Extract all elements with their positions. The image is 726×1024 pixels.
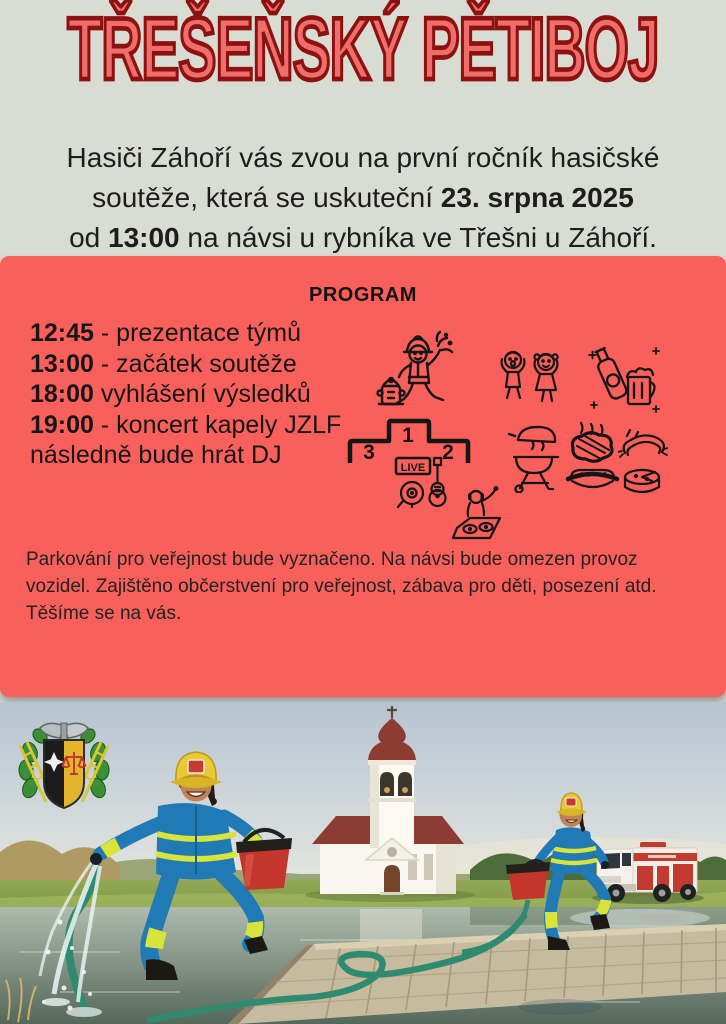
note-line-3: Těšíme se na vás. [26, 603, 182, 624]
schedule-item: následně bude hrát DJ [30, 441, 282, 469]
program-schedule [30, 318, 341, 471]
live-music-icon [394, 456, 452, 508]
podium-first-label: 1 [402, 424, 414, 447]
podium-third-label: 3 [363, 441, 375, 464]
note-line-1: Parkování pro veřejnost bude vyznačeno. Na návsi bude omezen provoz [26, 549, 638, 570]
schedule-item: 18:00 vyhlášení výsledků [30, 380, 311, 408]
church-door [384, 865, 400, 894]
photo-scene [0, 702, 726, 1024]
steak-hotdog-icon [565, 421, 620, 499]
intro-line-2: soutěže, která se uskuteční 23. srpna 2025 [92, 182, 634, 213]
dj-icon [449, 486, 503, 540]
schedule-item: 13:00 - začátek soutěže [30, 349, 297, 378]
note-line-2: vozidel. Zajištěno občerstvení pro veřejnost, zábava pro děti, posezení atd. [26, 576, 657, 597]
intro-line-1: Hasiči Záhoří vás zvou na první ročník hasičské [66, 142, 660, 173]
program-heading: PROGRAM [309, 284, 417, 306]
poster-title: TŘEŠEŇSKÝ PĚTIBOJ [67, 0, 659, 100]
live-label: LIVE [400, 462, 426, 474]
program-panel [0, 256, 726, 697]
intro-text [0, 138, 726, 258]
event-time: 13:00 [108, 222, 180, 253]
event-photo [0, 702, 726, 1024]
beer-icon [583, 343, 661, 417]
schedule-item: 19:00 - koncert kapely JZLF [30, 410, 342, 439]
cheering-kids-icon [494, 344, 566, 410]
grill-icon [505, 423, 563, 493]
schedule-item: 12:45 - prezentace týmů [30, 319, 301, 347]
intro-line-3: od 13:00 na návsi u rybníka ve Třešni u Záhoří. [69, 222, 657, 253]
event-date: 23. srpna 2025 [440, 182, 634, 213]
sausage-cheese-icon [618, 427, 668, 499]
podium-second-label: 2 [442, 441, 454, 464]
info-note [26, 546, 657, 627]
